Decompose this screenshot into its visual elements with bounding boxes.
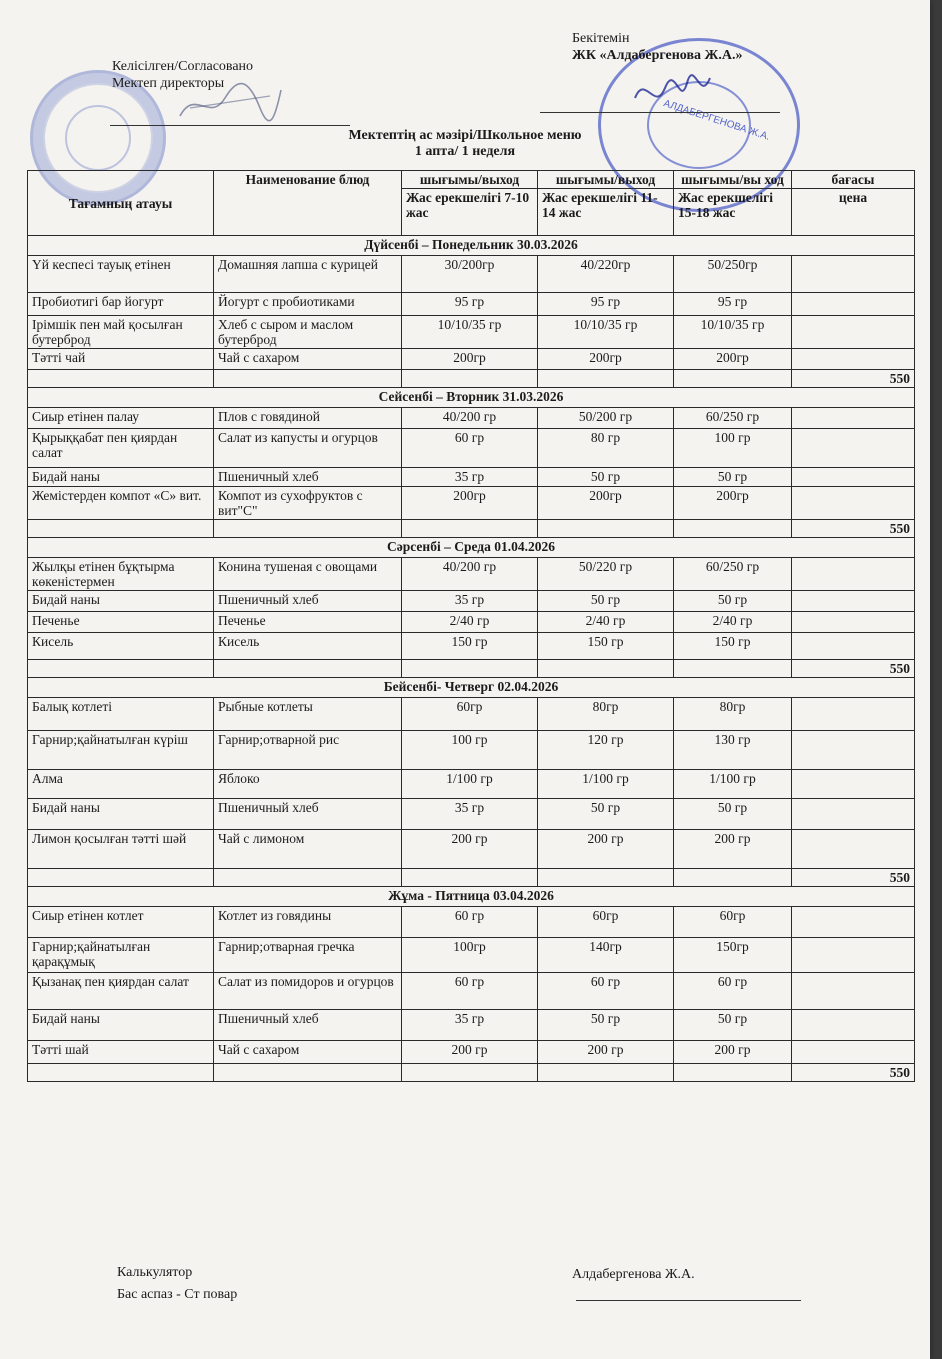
portion-11-14: 50 гр [538,799,674,830]
dish-name-kz: Гарнир;қайнатылған қарақұмық [28,938,214,973]
portion-7-10: 100 гр [402,731,538,770]
portion-11-14: 2/40 гр [538,612,674,633]
col-header-kz: Тағамның атауы [28,171,214,236]
dish-name-ru: Чай с сахаром [214,1041,402,1064]
portion-7-10: 35 гр [402,591,538,612]
price-cell [792,770,915,799]
price-cell [792,907,915,938]
portion-11-14: 50 гр [538,468,674,487]
day-header-row [28,388,915,408]
day-header-row [28,538,915,558]
menu-row [28,731,915,770]
menu-row [28,907,915,938]
portion-7-10: 10/10/35 гр [402,316,538,349]
price-cell [792,1041,915,1064]
dish-name-kz: Гарнир;қайнатылған күріш [28,731,214,770]
portion-15-18: 80гр [674,698,792,731]
table-header-row [28,171,915,189]
dish-name-kz: Ірімшік пен май қосылған бутерброд [28,316,214,349]
dish-name-ru: Гарнир;отварной рис [214,731,402,770]
dish-name-kz: Пробиотигі бар йогурт [28,293,214,316]
menu-row [28,256,915,293]
price-cell [792,612,915,633]
day-title: Сейсенбі – Вторник 31.03.2026 [28,388,915,408]
portion-11-14: 200гр [538,487,674,520]
portion-15-18: 200гр [674,349,792,370]
dish-name-ru: Рыбные котлеты [214,698,402,731]
day-price: 550 [792,520,915,538]
dish-name-ru: Йогурт с пробиотиками [214,293,402,316]
dish-name-kz: Балық котлеті [28,698,214,731]
menu-row [28,487,915,520]
price-cell [792,633,915,660]
portion-15-18: 50 гр [674,591,792,612]
page-title: Мектептің ас мәзірі/Школьное меню 1 апта/ 1 неделя [348,128,582,159]
col-header-price: бағасы [792,171,915,189]
portion-15-18: 150 гр [674,633,792,660]
portion-11-14: 200 гр [538,1041,674,1064]
portion-15-18: 200 гр [674,1041,792,1064]
portion-7-10: 200 гр [402,830,538,869]
menu-row [28,973,915,1010]
dish-name-ru: Пшеничный хлеб [214,468,402,487]
portion-11-14: 140гр [538,938,674,973]
portion-11-14: 80 гр [538,429,674,468]
portion-7-10: 150 гр [402,633,538,660]
total-row [28,869,915,887]
portion-7-10: 35 гр [402,1010,538,1041]
menu-row [28,799,915,830]
portion-11-14: 10/10/35 гр [538,316,674,349]
portion-15-18: 50 гр [674,799,792,830]
day-title: Дүйсенбі – Понедельник 30.03.2026 [28,236,915,256]
day-header-row [28,236,915,256]
dish-name-ru: Печенье [214,612,402,633]
portion-15-18: 60гр [674,907,792,938]
portion-15-18: 200гр [674,487,792,520]
right-stamp: АЛДАБЕРГЕНОВА Ж.А. [598,38,800,212]
age-group: Жас ерекшелігі 7-10 жас [402,189,538,236]
dish-name-ru: Яблоко [214,770,402,799]
day-title: Сәрсенбі – Среда 01.04.2026 [28,538,915,558]
portion-7-10: 2/40 гр [402,612,538,633]
dish-name-ru: Домашняя лапша с курицей [214,256,402,293]
dish-name-kz: Жемістерден компот «С» вит. [28,487,214,520]
dish-name-ru: Салат из помидоров и огурцов [214,973,402,1010]
col-header-yield: шығымы/вы ход [674,171,792,189]
portion-15-18: 50 гр [674,1010,792,1041]
day-header-row [28,678,915,698]
portion-11-14: 50 гр [538,591,674,612]
dish-name-ru: Хлеб с сыром и маслом бутерброд [214,316,402,349]
menu-row [28,349,915,370]
price-cell [792,293,915,316]
col-header-yield: шығымы/выход [538,171,674,189]
menu-row [28,830,915,869]
col-header-price: цена [792,189,915,236]
price-cell [792,349,915,370]
menu-table [27,170,915,1082]
price-cell [792,698,915,731]
dish-name-kz: Бидай наны [28,468,214,487]
dish-name-kz: Жылқы етінен бұқтырма көкеністермен [28,558,214,591]
dish-name-ru: Чай с сахаром [214,349,402,370]
price-cell [792,1010,915,1041]
portion-7-10: 200гр [402,349,538,370]
menu-row [28,612,915,633]
menu-row [28,633,915,660]
day-title: Жұма - Пятница 03.04.2026 [28,887,915,907]
menu-row [28,1041,915,1064]
day-price: 550 [792,1064,915,1082]
portion-15-18: 50/250гр [674,256,792,293]
dish-name-kz: Алма [28,770,214,799]
dish-name-kz: Печенье [28,612,214,633]
total-row [28,370,915,388]
portion-15-18: 200 гр [674,830,792,869]
price-cell [792,591,915,612]
portion-7-10: 60 гр [402,907,538,938]
dish-name-kz: Бидай наны [28,799,214,830]
menu-row [28,468,915,487]
portion-7-10: 30/200гр [402,256,538,293]
menu-row [28,770,915,799]
approved-block: Бекітемін ЖК «Алдабергенова Ж.А.» [572,31,743,63]
dish-name-kz: Тәтті чай [28,349,214,370]
age-group: Жас ерекшелігі 15-18 жас [674,189,792,236]
dish-name-ru: Конина тушеная с овощами [214,558,402,591]
portion-7-10: 100гр [402,938,538,973]
portion-15-18: 95 гр [674,293,792,316]
dish-name-kz: Қырыққабат пен қиярдан салат [28,429,214,468]
agreed-block: Келісілген/Согласовано Мектеп директоры [112,59,254,91]
dish-name-ru: Котлет из говядины [214,907,402,938]
portion-11-14: 50 гр [538,1010,674,1041]
menu-row [28,316,915,349]
day-header-row [28,887,915,907]
price-cell [792,799,915,830]
dish-name-ru: Пшеничный хлеб [214,1010,402,1041]
portion-11-14: 95 гр [538,293,674,316]
price-cell [792,468,915,487]
portion-15-18: 1/100 гр [674,770,792,799]
dish-name-kz: Сиыр етінен котлет [28,907,214,938]
portion-15-18: 60/250 гр [674,408,792,429]
portion-11-14: 200 гр [538,830,674,869]
price-cell [792,256,915,293]
age-group: Жас ерекшелігі 11-14 жас [538,189,674,236]
price-cell [792,316,915,349]
menu-row [28,1010,915,1041]
portion-11-14: 60 гр [538,973,674,1010]
portion-11-14: 50/200 гр [538,408,674,429]
footer-left: Калькулятор Бас аспаз - Ст повар [117,1265,238,1302]
portion-15-18: 130 гр [674,731,792,770]
portion-11-14: 40/220гр [538,256,674,293]
portion-11-14: 60гр [538,907,674,938]
footer-right: Алдабергенова Ж.А. [572,1267,695,1282]
portion-15-18: 2/40 гр [674,612,792,633]
price-cell [792,408,915,429]
day-price: 550 [792,869,915,887]
menu-row [28,293,915,316]
portion-7-10: 35 гр [402,468,538,487]
price-cell [792,973,915,1010]
portion-7-10: 60 гр [402,429,538,468]
portion-7-10: 40/200 гр [402,558,538,591]
dish-name-kz: Бидай наны [28,1010,214,1041]
day-price: 550 [792,660,915,678]
portion-11-14: 1/100 гр [538,770,674,799]
dish-name-ru: Компот из сухофруктов с вит"С" [214,487,402,520]
menu-row [28,408,915,429]
dish-name-ru: Кисель [214,633,402,660]
portion-11-14: 120 гр [538,731,674,770]
portion-11-14: 200гр [538,349,674,370]
portion-15-18: 100 гр [674,429,792,468]
total-row [28,1064,915,1082]
portion-7-10: 95 гр [402,293,538,316]
dish-name-ru: Чай с лимоном [214,830,402,869]
col-header-yield: шығымы/выход [402,171,538,189]
dish-name-kz: Тәтті шай [28,1041,214,1064]
menu-row [28,429,915,468]
total-row [28,660,915,678]
portion-7-10: 40/200 гр [402,408,538,429]
dish-name-kz: Сиыр етінен палау [28,408,214,429]
dish-name-ru: Пшеничный хлеб [214,799,402,830]
price-cell [792,558,915,591]
dish-name-ru: Плов с говядиной [214,408,402,429]
menu-row [28,558,915,591]
portion-15-18: 60 гр [674,973,792,1010]
price-cell [792,487,915,520]
dish-name-kz: Қызанақ пен қиярдан салат [28,973,214,1010]
dish-name-kz: Лимон қосылған тәтті шәй [28,830,214,869]
portion-15-18: 10/10/35 гр [674,316,792,349]
day-title: Бейсенбі- Четверг 02.04.2026 [28,678,915,698]
portion-7-10: 60гр [402,698,538,731]
portion-15-18: 150гр [674,938,792,973]
portion-11-14: 80гр [538,698,674,731]
col-header-ru: Наименование блюд [214,171,402,236]
day-price: 550 [792,370,915,388]
price-cell [792,429,915,468]
menu-row [28,938,915,973]
dish-name-ru: Пшеничный хлеб [214,591,402,612]
dish-name-ru: Салат из капусты и огурцов [214,429,402,468]
price-cell [792,731,915,770]
portion-7-10: 200гр [402,487,538,520]
total-row [28,520,915,538]
price-cell [792,830,915,869]
dish-name-ru: Гарнир;отварная гречка [214,938,402,973]
dish-name-kz: Бидай наны [28,591,214,612]
right-signature-icon [625,68,715,118]
portion-15-18: 60/250 гр [674,558,792,591]
dish-name-kz: Үй кеспесі тауық етінен [28,256,214,293]
portion-7-10: 200 гр [402,1041,538,1064]
price-cell [792,938,915,973]
dish-name-kz: Кисель [28,633,214,660]
portion-7-10: 1/100 гр [402,770,538,799]
menu-row [28,698,915,731]
portion-7-10: 60 гр [402,973,538,1010]
portion-11-14: 150 гр [538,633,674,660]
portion-15-18: 50 гр [674,468,792,487]
portion-11-14: 50/220 гр [538,558,674,591]
menu-row [28,591,915,612]
portion-7-10: 35 гр [402,799,538,830]
